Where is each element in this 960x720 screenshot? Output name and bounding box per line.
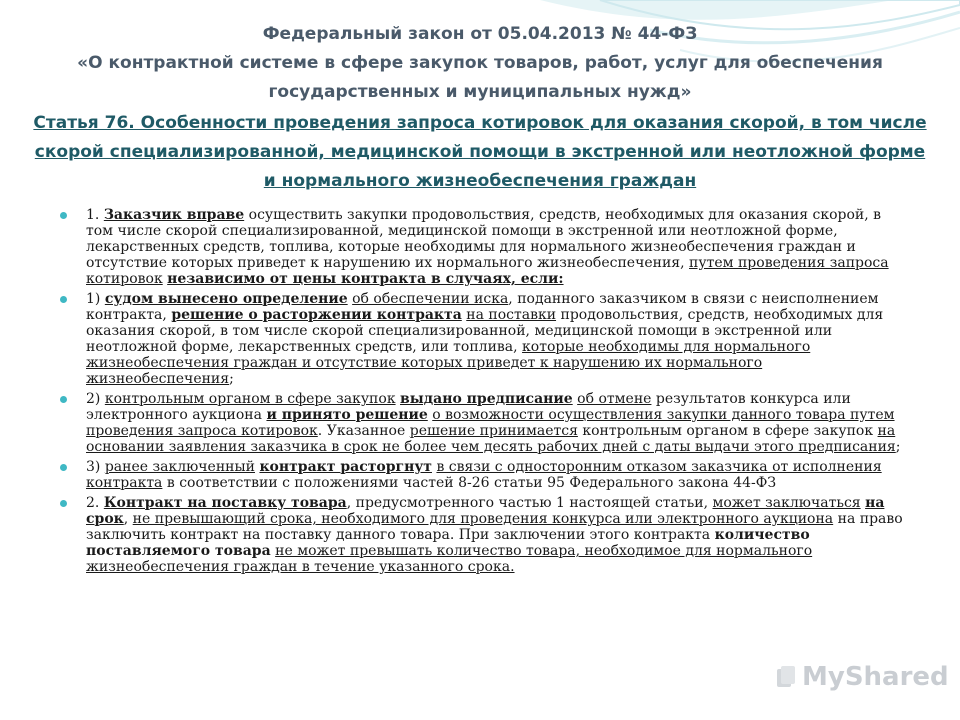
bullet-icon — [60, 296, 67, 303]
paragraph-4: 3) ранее заключенный контракт расторгнут в связи с односторонним отказом заказчика от исполнения контракта в соответствии с положениями частей 8-26 статьи 95 Федерального закона 44-ФЗ — [56, 459, 904, 491]
bullet-icon — [60, 464, 67, 471]
watermark — [776, 662, 949, 692]
bullet-icon — [60, 396, 67, 403]
paragraph-3: 2) контрольным органом в сфере закупок выдано предписание об отмене результатов конкурса или электронного аукциона и принято решение о возможности осуществления закупки данного товара путем проведения запроса котировок. Указанное решение принимается контрольным органом в сфере закупок на основании заявления заказчика в срок не более чем десять рабочих дней с даты выдачи этого предписания; — [56, 391, 904, 455]
bullet-icon — [60, 500, 67, 507]
title-law-subject-2: государственных и муниципальных нужд» — [268, 82, 692, 102]
article-title: Статья 76. Особенности проведения запроса котировок для оказания скорой, в том числе скорой специализированной, медицинской помощи в экстренной или неотложной форме и нормального жизнеобеспечения граждан — [33, 113, 927, 191]
paragraph-1: 1. Заказчик вправе осуществить закупки продовольствия, средств, необходимых для оказания скорой, в том числе скорой специализированной, медицинской помощи в экстренной или неотложной форме, лекарственных средств, топлива, которые необходимы для нормального жизнеобеспечения граждан и отсутствие которых приведет к нарушению их нормального жизнеобеспечения, путем проведения запроса котировок независимо от цены контракта в случаях, если: — [56, 207, 904, 287]
title-law-subject-1: «О контрактной системе в сфере закупок товаров, работ, услуг для обеспечения — [77, 53, 883, 73]
title-law-name: Федеральный закон от 05.04.2013 № 44-ФЗ — [262, 24, 698, 44]
bullet-icon — [60, 212, 67, 219]
watermark-logo-icon — [776, 665, 796, 689]
slide-title — [30, 20, 930, 196]
watermark-text: MyShared — [802, 662, 949, 692]
body-text — [56, 207, 904, 579]
paragraph-2: 1) судом вынесено определение об обеспечении иска, поданного заказчиком в связи с неисполнением контракта, решение о расторжении контракта на поставки продовольствия, средств, необходимых для оказания скорой, в том числе скорой специализированной, медицинской помощи в экстренной или неотложной форме, лекарственных средств, или топлива, которые необходимы для нормального жизнеобеспечения граждан и отсутствие которых приведет к нарушению их нормального жизнеобеспечения; — [56, 291, 904, 387]
paragraph-5: 2. Контракт на поставку товара, предусмотренного частью 1 настоящей статьи, может заключаться на срок, не превышающий срока, необходимого для проведения конкурса или электронного аукциона на право заключить контракт на поставку данного товара. При заключении этого контракта количество поставляемого товара не может превышать количество товара, необходимое для нормального жизнеобеспечения граждан в течение указанного срока. — [56, 495, 904, 575]
